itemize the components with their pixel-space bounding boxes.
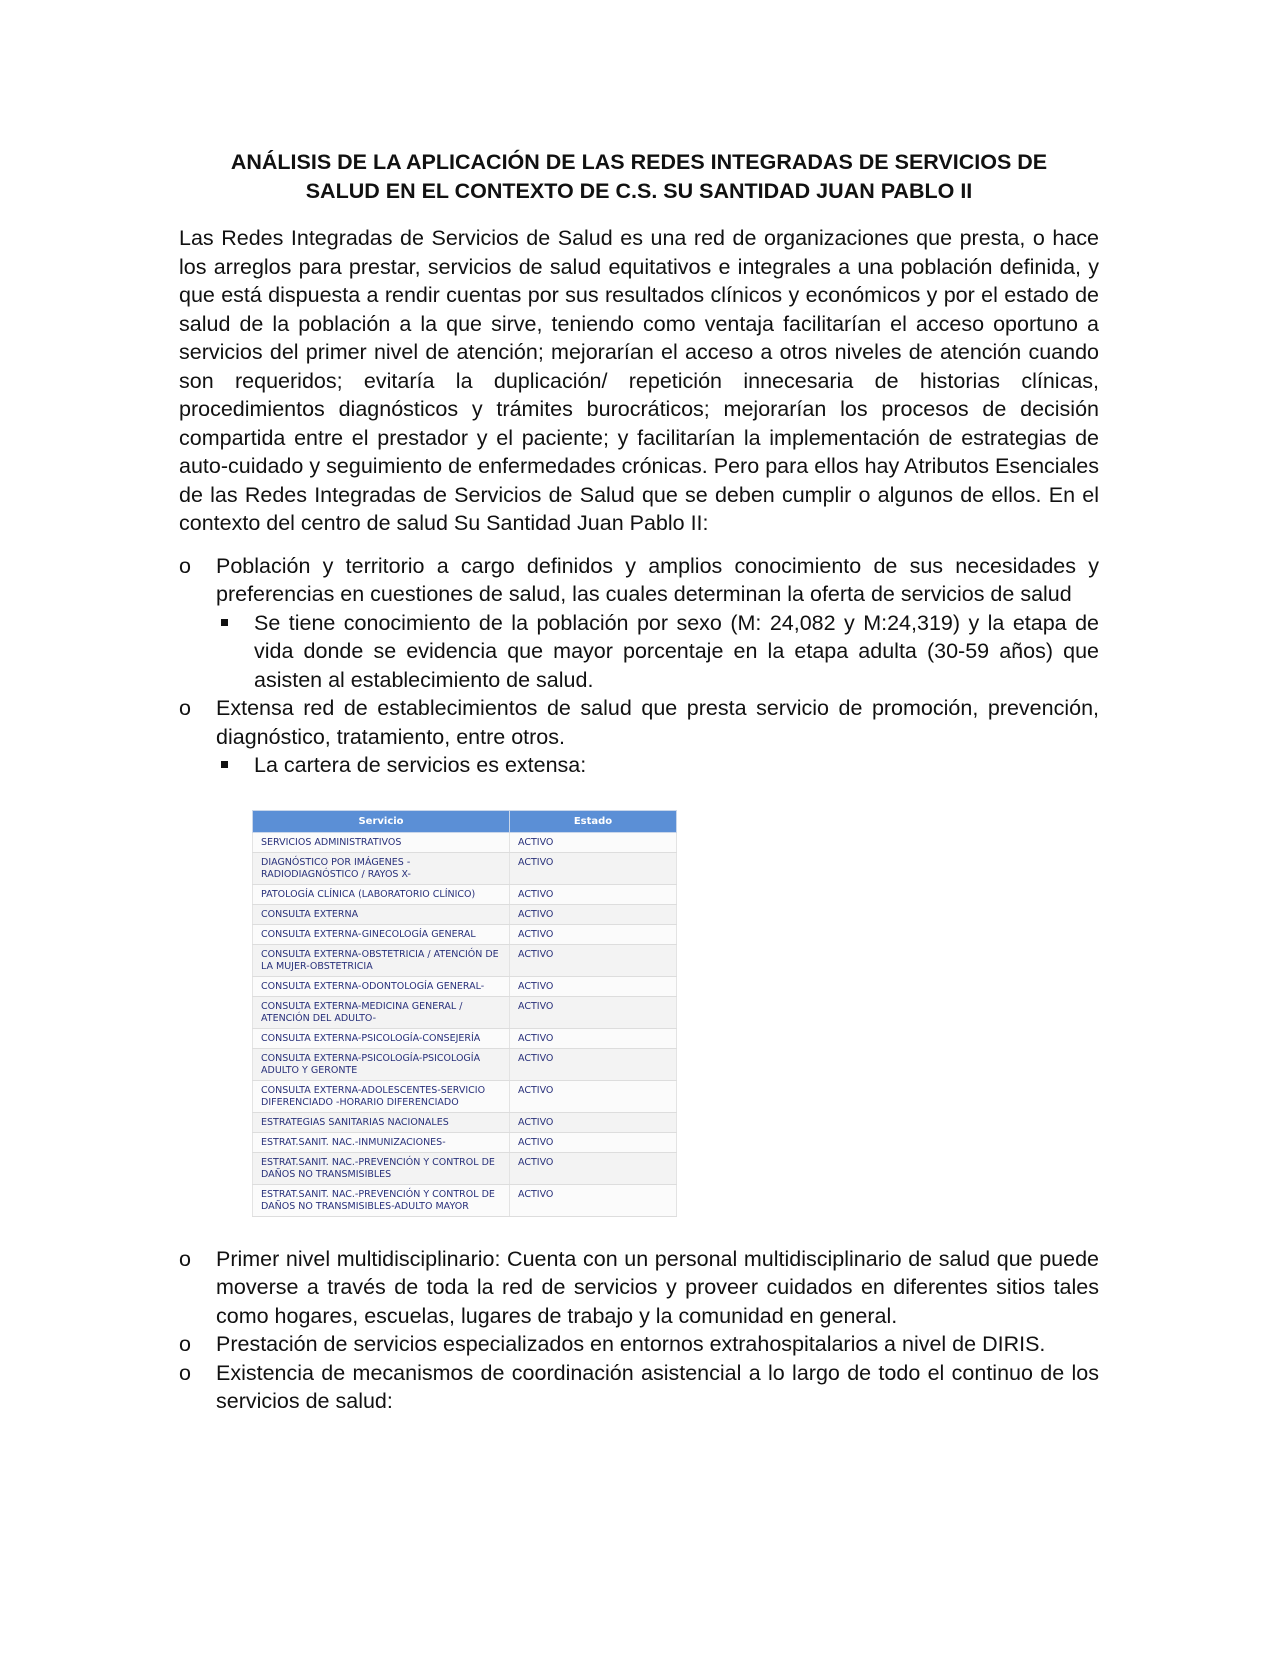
list-item <box>179 1245 1099 1331</box>
sub-list-item <box>179 751 1099 780</box>
attribute-list <box>179 552 1099 780</box>
title-line-2: SALUD EN EL CONTEXTO DE C.S. SU SANTIDAD JUAN PABLO II <box>305 179 973 203</box>
list-item-text: Primer nivel multidisciplinario: Cuenta con un personal multidisciplinario de salud que puede moverse a través de toda la red de servicios y proveer cuidados en diferentes sitios tales como hogares, escuelas, lugares de trabajo y la comunidad en general. <box>216 1246 1099 1328</box>
list-item-text: Existencia de mecanismos de coordinación asistencial a lo largo de todo el continuo de los servicios de salud: <box>216 1360 1099 1413</box>
list-item <box>179 694 1099 780</box>
cell-estado: ACTIVO <box>510 832 677 852</box>
cell-estado: ACTIVO <box>510 1112 677 1132</box>
cell-servicio: ESTRAT.SANIT. NAC.-PREVENCIÓN Y CONTROL DE DAÑOS NO TRANSMISIBLES-ADULTO MAYOR <box>253 1184 510 1216</box>
circle-bullet-icon: o <box>179 1332 191 1356</box>
list-item <box>179 552 1099 695</box>
cell-estado: ACTIVO <box>510 944 677 976</box>
circle-bullet-icon: o <box>179 696 191 720</box>
list-item <box>179 1330 1099 1359</box>
table-row <box>253 884 677 904</box>
services-table <box>252 810 677 1217</box>
cell-servicio: PATOLOGÍA CLÍNICA (LABORATORIO CLÍNICO) <box>253 884 510 904</box>
attribute-list-continued <box>179 1245 1099 1416</box>
circle-bullet-icon: o <box>179 1246 191 1271</box>
cell-estado: ACTIVO <box>510 1132 677 1152</box>
document-body <box>179 148 1099 1416</box>
cell-estado: ACTIVO <box>510 852 677 884</box>
table-row <box>253 1184 677 1216</box>
square-bullet-icon <box>221 619 228 626</box>
cell-servicio: CONSULTA EXTERNA-ODONTOLOGÍA GENERAL- <box>253 976 510 996</box>
table-row <box>253 1112 677 1132</box>
table-row <box>253 944 677 976</box>
cell-servicio: DIAGNÓSTICO POR IMÁGENES - RADIODIAGNÓSTICO / RAYOS X- <box>253 852 510 884</box>
table-row <box>253 1048 677 1080</box>
cell-estado: ACTIVO <box>510 1184 677 1216</box>
cell-estado: ACTIVO <box>510 996 677 1028</box>
cell-servicio: CONSULTA EXTERNA-PSICOLOGÍA-CONSEJERÍA <box>253 1028 510 1048</box>
title-line-1: ANÁLISIS DE LA APLICACIÓN DE LAS REDES INTEGRADAS DE SERVICIOS DE <box>230 150 1048 174</box>
circle-bullet-icon: o <box>179 553 191 578</box>
sub-list <box>179 609 1099 695</box>
cell-servicio: CONSULTA EXTERNA-PSICOLOGÍA-PSICOLOGÍA ADULTO Y GERONTE <box>253 1048 510 1080</box>
cell-estado: ACTIVO <box>510 1028 677 1048</box>
cell-servicio: CONSULTA EXTERNA-OBSTETRICIA / ATENCIÓN DE LA MUJER-OBSTETRICIA <box>253 944 510 976</box>
cell-estado: ACTIVO <box>510 884 677 904</box>
sub-list-item <box>179 609 1099 695</box>
list-item-text: Extensa red de establecimientos de salud que presta servicio de promoción, prevención, diagnóstico, tratamiento, entre otros. <box>216 696 1099 749</box>
list-item-text: Población y territorio a cargo definidos y amplios conocimiento de sus necesidades y preferencias en cuestiones de salud, las cuales determinan la oferta de servicios de salud <box>216 553 1099 606</box>
cell-servicio: ESTRATEGIAS SANITARIAS NACIONALES <box>253 1112 510 1132</box>
table-row <box>253 1152 677 1184</box>
services-table-image <box>252 810 677 1217</box>
table-row <box>253 852 677 884</box>
cell-servicio: CONSULTA EXTERNA-ADOLESCENTES-SERVICIO DIFERENCIADO -HORARIO DIFERENCIADO <box>253 1080 510 1112</box>
table-header-row <box>253 810 677 832</box>
cell-servicio: ESTRAT.SANIT. NAC.-PREVENCIÓN Y CONTROL DE DAÑOS NO TRANSMISIBLES <box>253 1152 510 1184</box>
header-servicio: Servicio <box>253 810 510 832</box>
cell-servicio: ESTRAT.SANIT. NAC.-INMUNIZACIONES- <box>253 1132 510 1152</box>
table-row <box>253 1080 677 1112</box>
services-table-body <box>253 832 677 1216</box>
cell-estado: ACTIVO <box>510 1048 677 1080</box>
table-row <box>253 924 677 944</box>
intro-paragraph: Las Redes Integradas de Servicios de Salud es una red de organizaciones que presta, o hace los arreglos para prestar, servicios de salud equitativos e integrales a una población definida, y que está dispuesta a rendir cuentas por sus resultados clínicos y económicos y por el estado de salud de la población a la que sirve, teniendo como ventaja facilitarían el acceso oportuno a servicios del primer nivel de atención; mejorarían el acceso a otros niveles de atención cuando son requeridos; evitaría la duplicación/ repetición innecesaria de historias clínicas, procedimientos diagnósticos y trámites burocráticos; mejorarían los procesos de decisión compartida entre el prestador y el paciente; y facilitarían la implementación de estrategias de auto-cuidado y seguimiento de enfermedades crónicas. Pero para ellos hay Atributos Esenciales de las Redes Integradas de Servicios de Salud que se deben cumplir o algunos de ellos. En el contexto del centro de salud Su Santidad Juan Pablo II: <box>179 226 1099 535</box>
cell-estado: ACTIVO <box>510 924 677 944</box>
list-item-text: Prestación de servicios especializados en entornos extrahospitalarios a nivel de DIRIS. <box>216 1332 1046 1356</box>
table-row <box>253 1132 677 1152</box>
cell-servicio: CONSULTA EXTERNA-GINECOLOGÍA GENERAL <box>253 924 510 944</box>
sub-list-item-text: Se tiene conocimiento de la población por sexo (M: 24,082 y M:24,319) y la etapa de vida donde se evidencia que mayor porcentaje en la etapa adulta (30-59 años) que asisten al establecimiento de salud. <box>254 610 1099 692</box>
table-row <box>253 996 677 1028</box>
table-row <box>253 832 677 852</box>
cell-estado: ACTIVO <box>510 1080 677 1112</box>
header-estado: Estado <box>510 810 677 832</box>
document-title <box>179 148 1099 206</box>
sub-list-item-text: La cartera de servicios es extensa: <box>254 753 587 777</box>
sub-list <box>179 751 1099 780</box>
table-row <box>253 976 677 996</box>
cell-estado: ACTIVO <box>510 976 677 996</box>
table-row <box>253 904 677 924</box>
table-row <box>253 1028 677 1048</box>
square-bullet-icon <box>221 761 228 768</box>
cell-estado: ACTIVO <box>510 1152 677 1184</box>
list-item <box>179 1359 1099 1416</box>
cell-estado: ACTIVO <box>510 904 677 924</box>
circle-bullet-icon: o <box>179 1360 191 1385</box>
cell-servicio: SERVICIOS ADMINISTRATIVOS <box>253 832 510 852</box>
cell-servicio: CONSULTA EXTERNA <box>253 904 510 924</box>
cell-servicio: CONSULTA EXTERNA-MEDICINA GENERAL / ATENCIÓN DEL ADULTO- <box>253 996 510 1028</box>
